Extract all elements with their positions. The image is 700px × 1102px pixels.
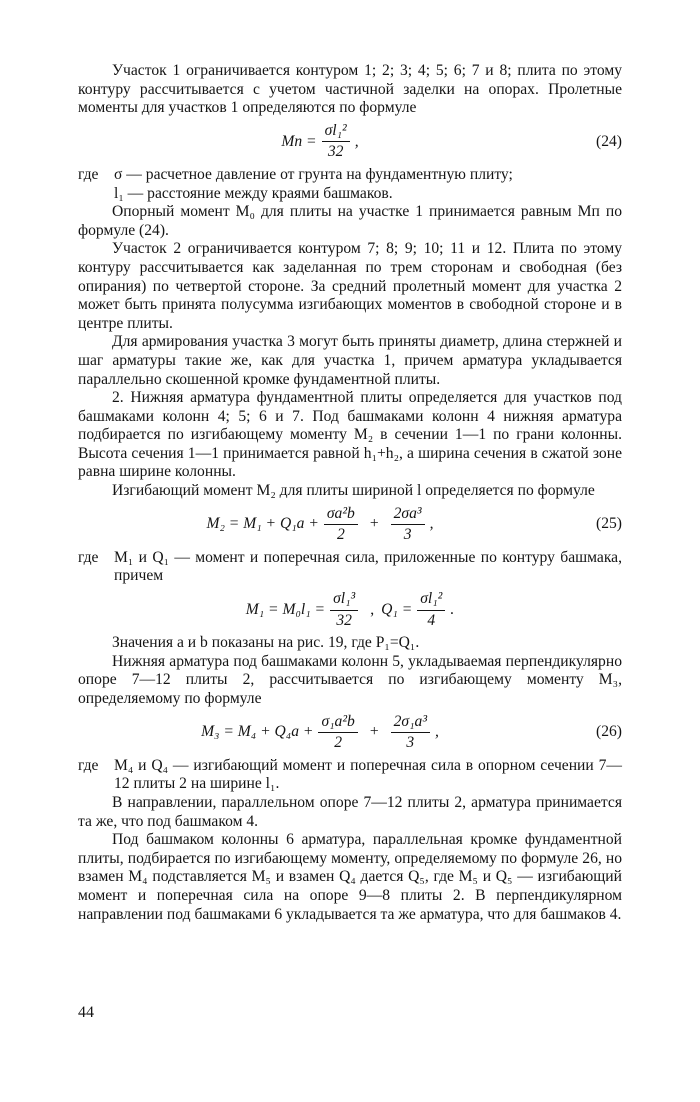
paragraph-4: Для армирования участка 3 могут быть приняты диаметр, длина стержней и шаг арматуры такие же, как для участка 1, причем арматура укладывается параллельно скошенной кромке фундаментной плиты.: [78, 333, 622, 388]
formula-25-numerator-2: 2σa³: [391, 505, 425, 526]
formula-26-denominator-2: 3: [406, 734, 415, 752]
formula-m1-numerator: σl₁³: [330, 590, 358, 611]
where-block-3: [78, 757, 622, 794]
formula-26-denominator-1: 2: [334, 734, 343, 752]
formula-26-lhs: M₃ = M₄ + Q₄a +: [201, 723, 314, 741]
page-number: 44: [78, 1004, 94, 1021]
formula-m1-lhs: M₁ = M₀l₁ =: [245, 600, 326, 618]
formula-25-denominator-2: 3: [403, 526, 412, 544]
formula-26-fraction-2: [391, 713, 430, 753]
formula-m1q1-tail: .: [450, 600, 455, 618]
formula-24-numerator: σl₁²: [322, 122, 350, 143]
definition-m4-q4: M₄ и Q₄ — изгибающий момент и поперечная сила в опорном сечении 7—12 плиты 2 на ширине l₁.: [114, 756, 622, 793]
formula-24-denominator: 32: [327, 143, 344, 161]
definition-l1: l₁ — расстояние между краями башмаков.: [114, 184, 393, 202]
formula-24-tail: ,: [354, 132, 359, 150]
paragraph-1: Участок 1 ограничивается контуром 1; 2; 3; 4; 5; 6; 7 и 8; плита по этому контуру рассчитывается с учетом частичной заделки на опорах. Пролетные моменты для участков 1 определяются по формуле: [78, 62, 622, 117]
where-block-2: [78, 549, 622, 586]
formula-m1-fraction: [330, 590, 358, 630]
formula-q1-denominator: 4: [427, 611, 436, 629]
formula-24-lhs: Mп =: [281, 132, 317, 150]
formula-m1-q1: [78, 590, 622, 630]
formula-26: [78, 713, 622, 753]
paragraph-10: Под башмаком колонны 6 арматура, параллельная кромке фундаментной плиты, подбирается по изгибающему моменту, определяемому по формуле 26, но взамен M₄ подставляется M₅ и взамен Q₄ дается Q₅, где M₅ и Q₅ — изгибающий момент и поперечная сила на опоре 9—8 плиты 2. В перпендикулярном направлении под башмаками 6 укладывается та же арматура, что для башмаков 4.: [78, 831, 622, 923]
formula-24-label: (24): [596, 132, 622, 150]
formula-q1-lhs: Q₁ =: [381, 600, 413, 618]
paragraph-2: Опорный момент M₀ для плиты на участке 1 принимается равным Mп по формуле (24).: [78, 203, 622, 239]
where-word-2: где: [78, 548, 99, 566]
formula-26-fraction-1: [318, 713, 357, 753]
formula-25-tail: ,: [429, 515, 434, 533]
formula-m1-denominator: 32: [336, 611, 352, 629]
definition-m1-q1: M₁ и Q₁ — момент и поперечная сила, приложенные по контуру башмака, причем: [114, 548, 622, 585]
formula-25-numerator-1: σa²b: [324, 505, 358, 526]
formula-25-plus: +: [369, 515, 379, 533]
paragraph-9: В направлении, параллельном опоре 7—12 плиты 2, арматура принимается та же, что под башмаком 4.: [78, 793, 622, 830]
paragraph-7: Значения a и b показаны на рис. 19, где P₁=Q₁.: [112, 634, 420, 652]
paragraph-5: 2. Нижняя арматура фундаментной плиты определяется для участков под башмаками колонн 4; 5; 6 и 7. Под башмаками колонн 4 нижняя арматура подбирается по изгибающему моменту M₂ в сечении 1—1 по грани колонны. Высота сечения 1—1 принимается равной h₁+h₂, а ширина сечения в сжатой зоне равна ширине колонны.: [78, 389, 622, 481]
where-word-1: где: [78, 165, 99, 183]
paragraph-3: Участок 2 ограничивается контуром 7; 8; 9; 10; 11 и 12. Плита по этому контуру рассчитывается как заделанная по трем сторонам и свободная (без опирания) по четвертой стороне. За средний пролетный момент для участка 2 может быть принята полусумма изгибающих моментов в свободной стороне и в центре плиты.: [78, 240, 622, 332]
formula-q1-fraction: [417, 590, 445, 630]
formula-26-plus: +: [369, 723, 379, 741]
paragraph-8: Нижняя арматура под башмаками колонн 5, укладываемая перпендикулярно опоре 7—12 плиты 2, рассчитывается по изгибающему моменту M₃, определяемому по формуле: [78, 652, 622, 707]
definition-sigma: σ — расчетное давление от грунта на фундаментную плиту;: [114, 165, 513, 183]
where-word-3: где: [78, 756, 99, 774]
where-block-1: [78, 166, 622, 203]
formula-24-fraction: [322, 122, 350, 162]
formula-m1q1-separator: ,: [370, 600, 375, 618]
paragraph-6: Изгибающий момент M₂ для плиты шириной l определяется по формуле: [112, 482, 595, 500]
formula-26-numerator-2: 2σ₁a³: [391, 713, 430, 734]
formula-25-denominator-1: 2: [336, 526, 345, 544]
formula-q1-numerator: σl₁²: [417, 590, 445, 611]
formula-25-label: (25): [596, 515, 622, 533]
formula-25-lhs: M₂ = M₁ + Q₁a +: [206, 515, 319, 533]
formula-26-label: (26): [596, 723, 622, 741]
formula-25-fraction-1: [324, 505, 358, 545]
formula-25-fraction-2: [391, 505, 425, 545]
formula-24: [78, 122, 622, 162]
formula-26-numerator-1: σ₁a²b: [318, 713, 357, 734]
formula-26-tail: ,: [435, 723, 439, 741]
formula-25: [78, 505, 622, 545]
